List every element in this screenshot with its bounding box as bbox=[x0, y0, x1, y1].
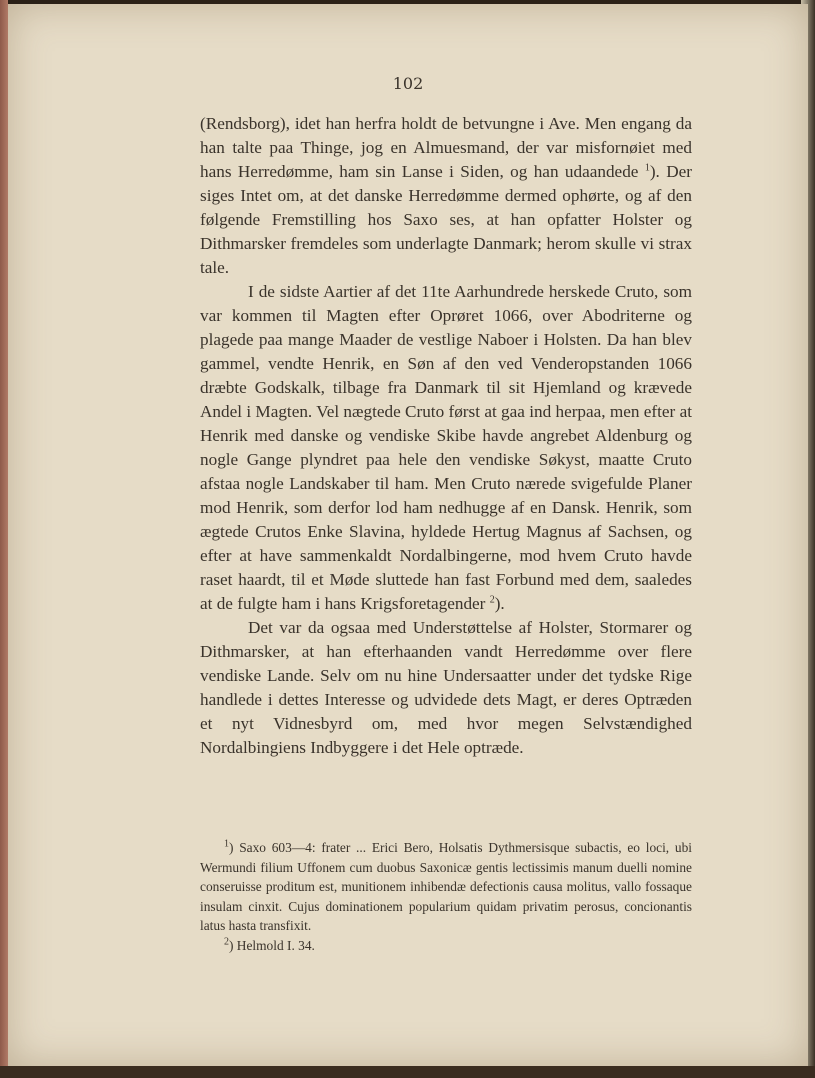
footnote-marker: 2 bbox=[489, 594, 495, 606]
text-segment: ). bbox=[494, 594, 505, 613]
page-number: 102 bbox=[392, 74, 424, 93]
footnotes bbox=[200, 838, 692, 955]
footnote-marker: 2 bbox=[224, 936, 229, 948]
text-segment: ). Der siges Intet om, at det danske Herredømme dermed ophørte, og af den følgende Fremstilling hos Saxo ses, at han opfatter Holster og Dithmarsker fremdeles som underlagte Danmark; herom skulle vi strax tale. bbox=[200, 162, 692, 277]
footnote bbox=[200, 838, 692, 936]
paragraph bbox=[200, 112, 692, 280]
footnote bbox=[200, 936, 692, 956]
main-text bbox=[200, 112, 692, 760]
footnote-marker: 1 bbox=[224, 838, 229, 850]
text-segment: I de sidste Aartier af det 11te Aarhundrede herskede Cruto, som var kommen til Magten efter Oprøret 1066, over Abodriterne og plagede paa mange Maader de vestlige Naboer i Holsten. Da han blev gammel, vendte Henrik, en Søn af den ved Venderopstanden 1066 dræbte Godskalk, tilbage fra Danmark til sit Hjemland og krævede Andel i Magten. Vel nægtede Cruto først at gaa ind herpaa, men efter at Henrik med danske og vendiske Skibe havde angrebet Aldenburg og nogle Gange plyndret paa hele den vendiske Søkyst, maatte Cruto afstaa nogle Landskaber til ham. Men Cruto nærede svigefulde Planer mod Henrik, som derfor lod ham nedhugge af en Dansk. Henrik, som ægtede Crutos Enke Slavina, hyldede Hertug Magnus af Sachsen, og efter at have sammenkaldt Nordalbingerne, mod hvem Cruto havde raset haardt, til et Møde sluttede han fast Forbund med dem, saaledes at de fulgte ham i hans Krigsforetagender bbox=[200, 282, 692, 613]
text-segment: ) Helmold I. 34. bbox=[229, 937, 315, 953]
text-segment: (Rendsborg), idet han herfra holdt de betvungne i Ave. Men engang da han talte paa Thinge, jog en Almuesmand, der var misfornøiet med hans Herredømme, ham sin Lanse i Siden, og han udaandede bbox=[200, 114, 692, 181]
text-segment: Det var da ogsaa med Understøttelse af Holster, Stormarer og Dithmarsker, at han efterhaanden vandt Herredømme over flere vendiske Lande. Selv om nu hine Undersaatter under det tydske Rige handlede i dettes Interesse og udvidede dets Magt, er deres Optræden et nyt Vidnesbyrd om, med hvor megen Selvstændighed Nordalbingiens Indbyggere i det Hele optræde. bbox=[200, 618, 692, 757]
text-segment: ) Saxo 603—4: frater ... Erici Bero, Holsatis Dythmersisque subactis, eo loci, ubi Wermundi filium Uffonem cum duobus Saxonicæ gentis lectissimis manum duelli nomine conseruisse proditum est, munitionem inhibendæ defectionis causa molitus, vallo fossaque insulam cinxit. Cujus dominationem popularium quidam privatim perosus, concionantis latus hasta transfixit. bbox=[200, 840, 692, 933]
footnote-marker: 1 bbox=[644, 162, 650, 174]
paragraph bbox=[200, 280, 692, 616]
book-spine-edge bbox=[0, 0, 8, 1078]
paragraph bbox=[200, 616, 692, 760]
page-bottom-edge bbox=[0, 1066, 815, 1078]
